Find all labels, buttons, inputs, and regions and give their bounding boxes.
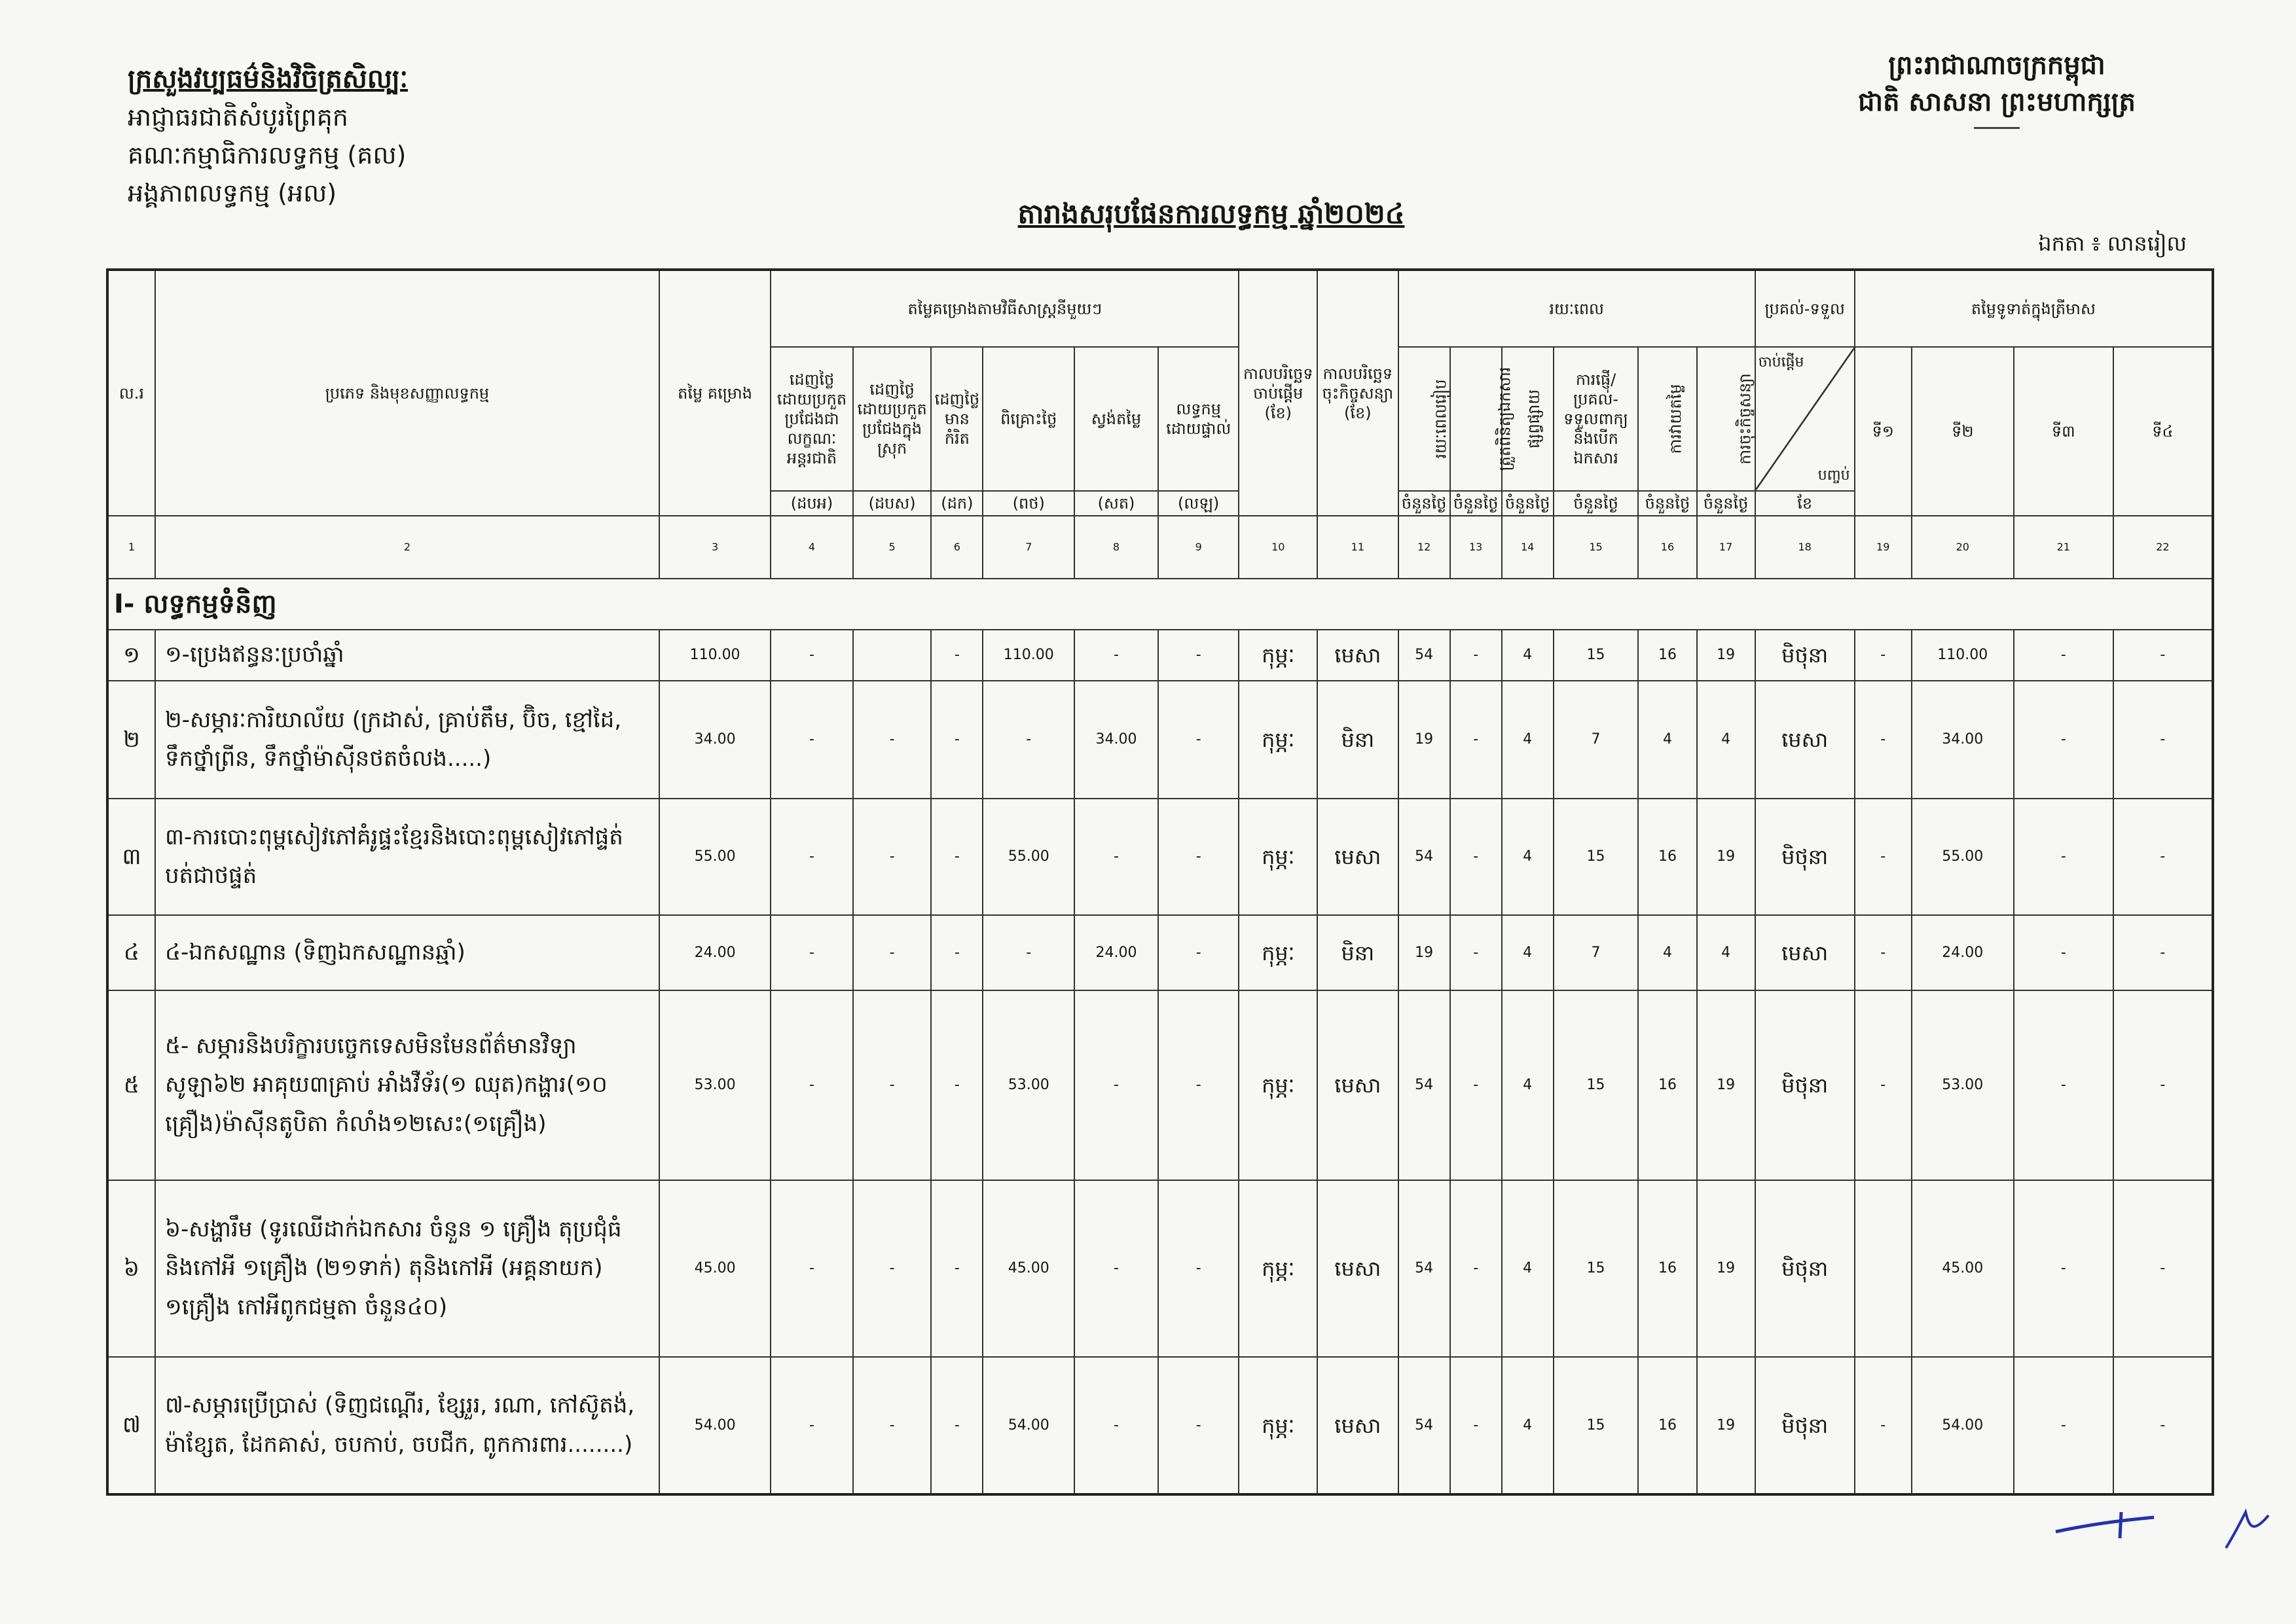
- cell-desc: ៧-សម្ភារប្រើប្រាស់ (ទិញជណ្តើរ, ខ្សែរួរ, រណា, កៅស៊ូតង់, ម៉ាខ្សែត, ដែកគាស់, ចបកាប់, ចបជីក, ពូកការពារ........): [155, 1357, 659, 1494]
- table-row: [107, 630, 2213, 681]
- cell-q3: -: [2014, 1357, 2113, 1494]
- section-title: I- លទ្ធកម្មទំនិញ: [107, 579, 2213, 630]
- table-row: [107, 1180, 2213, 1357]
- cell-q4: -: [2113, 990, 2213, 1180]
- cell-m9: -: [1158, 681, 1239, 799]
- cell-m5: -: [853, 1180, 932, 1357]
- cell-q4: -: [2113, 1180, 2213, 1357]
- cell-q2: 54.00: [1912, 1357, 2014, 1494]
- cell-p12: 19: [1398, 915, 1450, 990]
- cell-sign: មេសា: [1317, 1357, 1398, 1494]
- cell-month: មិថុនា: [1755, 1180, 1855, 1357]
- cell-p12: 19: [1398, 681, 1450, 799]
- cell-p15: 15: [1554, 1180, 1639, 1357]
- cell-month: មិថុនា: [1755, 799, 1855, 915]
- cell-q3: -: [2014, 799, 2113, 915]
- cell-p13: -: [1450, 990, 1502, 1180]
- cell-q1: -: [1855, 915, 1912, 990]
- cell-m4: -: [771, 630, 853, 681]
- cell-est: 24.00: [659, 915, 771, 990]
- cell-p15: 15: [1554, 1357, 1639, 1494]
- cell-m5: -: [853, 681, 932, 799]
- column-number: 2: [155, 516, 659, 579]
- cell-m4: -: [771, 915, 853, 990]
- cell-m4: -: [771, 799, 853, 915]
- cell-m8: -: [1074, 630, 1158, 681]
- cell-start: កុម្ភៈ: [1239, 1180, 1317, 1357]
- cell-q2: 53.00: [1912, 990, 2014, 1180]
- diag-start-label: ចាប់ផ្តើម: [1758, 354, 1804, 370]
- cell-no: ៥: [107, 990, 155, 1180]
- cell-p17: 19: [1697, 799, 1755, 915]
- code-c9: (លឡ): [1158, 491, 1239, 516]
- cell-q4: -: [2113, 799, 2213, 915]
- cell-q1: [1855, 1180, 1912, 1357]
- cell-p13: -: [1450, 1357, 1502, 1494]
- table-row: [107, 915, 2213, 990]
- cell-m7: 54.00: [983, 1357, 1074, 1494]
- col-p14: ផ្សព្វផ្សាយ: [1502, 347, 1554, 491]
- motto-divider: [1974, 127, 2020, 129]
- cell-q1: -: [1855, 681, 1912, 799]
- code-c6: (ដក): [931, 491, 983, 516]
- cell-m5: -: [853, 1357, 932, 1494]
- cell-desc: ២-សម្ភារៈការិយាល័យ (ក្រដាស់, គ្រាប់តឹម, ប៊ិច, ខ្មៅដៃ, ទឹកថ្នាំព្រីន, ទឹកថ្នាំម៉ាស៊ីនថតចំលង.....): [155, 681, 659, 799]
- code-c7: (ពថ): [983, 491, 1074, 516]
- cell-start: កុម្ភៈ: [1239, 1357, 1317, 1494]
- cell-q3: -: [2014, 630, 2113, 681]
- cell-month: មិថុនា: [1755, 630, 1855, 681]
- column-number: 13: [1450, 516, 1502, 579]
- column-number: 3: [659, 516, 771, 579]
- cell-p13: -: [1450, 681, 1502, 799]
- cell-m7: 45.00: [983, 1180, 1074, 1357]
- cell-sign: មេសា: [1317, 990, 1398, 1180]
- column-number: 20: [1912, 516, 2014, 579]
- cell-q1: -: [1855, 630, 1912, 681]
- cell-m9: -: [1158, 1357, 1239, 1494]
- col-q4: ទី៤: [2113, 347, 2213, 516]
- cell-p13: -: [1450, 630, 1502, 681]
- cell-p16: 16: [1638, 990, 1696, 1180]
- cell-month: មិថុនា: [1755, 990, 1855, 1180]
- cell-p12: 54: [1398, 1180, 1450, 1357]
- col-start-end-diagonal: [1755, 347, 1855, 491]
- cell-p17: 19: [1697, 1357, 1755, 1494]
- cell-m9: -: [1158, 915, 1239, 990]
- cell-p17: 19: [1697, 990, 1755, 1180]
- cell-m6: -: [931, 799, 983, 915]
- cell-q3: -: [2014, 681, 2113, 799]
- col-p15: ការផ្ញើ/ប្រគល់-ទទួលពាក្យនិងបើកឯកសារ: [1554, 347, 1639, 491]
- code-c5: (ដបស): [853, 491, 932, 516]
- cell-p14: 4: [1502, 990, 1554, 1180]
- cell-m4: -: [771, 681, 853, 799]
- cell-sign: មេសា: [1317, 1180, 1398, 1357]
- cell-m8: -: [1074, 1180, 1158, 1357]
- column-number: 12: [1398, 516, 1450, 579]
- cell-q2: 34.00: [1912, 681, 2014, 799]
- cell-p15: 7: [1554, 681, 1639, 799]
- col-estimate: តម្លៃ គម្រោង: [659, 270, 771, 516]
- cell-q2: 55.00: [1912, 799, 2014, 915]
- column-number: 14: [1502, 516, 1554, 579]
- cell-q4: -: [2113, 630, 2213, 681]
- section-row: [107, 579, 2213, 630]
- month-18: ខែ: [1755, 491, 1855, 516]
- days-17: ចំនួនថ្ងៃ: [1697, 491, 1755, 516]
- col-handover: ប្រគល់-ទទួល: [1755, 270, 1855, 347]
- column-number: 22: [2113, 516, 2213, 579]
- unit-label: ឯកតា ៖ លានរៀល: [2038, 231, 2187, 256]
- cell-q4: -: [2113, 681, 2213, 799]
- cell-m6: -: [931, 915, 983, 990]
- cell-no: ៤: [107, 915, 155, 990]
- col-no: ល.រ: [107, 270, 155, 516]
- cell-est: 45.00: [659, 1180, 771, 1357]
- cell-month: មេសា: [1755, 681, 1855, 799]
- cell-est: 54.00: [659, 1357, 771, 1494]
- cell-q4: -: [2113, 1357, 2213, 1494]
- days-13: ចំនួនថ្ងៃ: [1450, 491, 1502, 516]
- col-p13: ត្រួតពិនិត្យឯកសារ: [1450, 347, 1502, 491]
- table-row: [107, 990, 2213, 1180]
- cell-p14: 4: [1502, 915, 1554, 990]
- cell-p12: 54: [1398, 630, 1450, 681]
- cell-start: កុម្ភៈ: [1239, 990, 1317, 1180]
- cell-no: ២: [107, 681, 155, 799]
- cell-m8: 34.00: [1074, 681, 1158, 799]
- col-m8: ស្វង់តម្លៃ: [1074, 347, 1158, 491]
- cell-p17: 4: [1697, 915, 1755, 990]
- cell-p17: 19: [1697, 1180, 1755, 1357]
- column-number: 16: [1638, 516, 1696, 579]
- col-quarter-group: តម្លៃទូទាត់ក្នុងត្រីមាស: [1855, 270, 2213, 347]
- cell-m7: -: [983, 915, 1074, 990]
- column-number: 17: [1697, 516, 1755, 579]
- cell-q3: -: [2014, 990, 2113, 1180]
- column-number: 11: [1317, 516, 1398, 579]
- col-start-date: កាលបរិច្ឆេទចាប់ផ្តើម (ខែ): [1239, 270, 1317, 516]
- cell-p14: 4: [1502, 799, 1554, 915]
- cell-p16: 16: [1638, 1357, 1696, 1494]
- cell-p16: 16: [1638, 630, 1696, 681]
- kingdom-name: ព្រះរាជាណាចក្រកម្ពុជា: [1888, 50, 2105, 81]
- cell-m5: -: [853, 990, 932, 1180]
- cell-m8: -: [1074, 799, 1158, 915]
- cell-desc: ៣-ការបោះពុម្ពសៀវភៅគំរូផ្ទះខ្មែរនិងបោះពុម្ពសៀវភៅផ្ទត់ បត់ជាថផ្ទត់: [155, 799, 659, 915]
- unit-name: អង្គភាពលទ្ធកម្ម (អល): [128, 179, 337, 208]
- col-q3: ទី៣: [2014, 347, 2113, 516]
- cell-est: 53.00: [659, 990, 771, 1180]
- cell-desc: ៥- សម្ភារនិងបរិក្ខារបច្ចេកទេសមិនមែនព័ត៌មានវិទ្យា សូឡា៦២ អាគុយ៣គ្រាប់ អាំងវឺទ័រ(១ ឈុត)កង្ហារ(១០ គ្រឿង)ម៉ាស៊ីនតូបិតា កំលាំង១២សេះ(១គ្រឿង): [155, 990, 659, 1180]
- cell-p15: 15: [1554, 990, 1639, 1180]
- cell-q3: -: [2014, 1180, 2113, 1357]
- cell-desc: ៦-សង្ហារឹម (ទូរឈើដាក់ឯកសារ ចំនួន ១ គ្រឿង តុប្រជុំធំនិងកៅអី ១គ្រឿង (២១ទាក់) តុនិងកៅអី (អគ្គនាយក) ១គ្រឿង កៅអីពូកជម្មតា ចំនួន៤០): [155, 1180, 659, 1357]
- cell-p14: 4: [1502, 1180, 1554, 1357]
- cell-p14: 4: [1502, 630, 1554, 681]
- cell-q3: -: [2014, 915, 2113, 990]
- column-number: 1: [107, 516, 155, 579]
- cell-m5: -: [853, 915, 932, 990]
- table-row: [107, 1357, 2213, 1494]
- cell-m7: 55.00: [983, 799, 1074, 915]
- diag-end-label: បញ្ចប់: [1817, 467, 1850, 484]
- cell-q2: 24.00: [1912, 915, 2014, 990]
- col-p16: ការវាយតម្លៃ: [1638, 347, 1696, 491]
- cell-q1: -: [1855, 1357, 1912, 1494]
- cell-start: កុម្ភៈ: [1239, 799, 1317, 915]
- cell-m6: -: [931, 1357, 983, 1494]
- cell-p17: 4: [1697, 681, 1755, 799]
- cell-m6: -: [931, 990, 983, 1180]
- procurement-plan-table: [106, 268, 2214, 1496]
- days-16: ចំនួនថ្ងៃ: [1638, 491, 1696, 516]
- authority-name: អាជ្ញាធរជាតិសំបូរព្រៃគុក: [128, 103, 348, 132]
- column-number: 10: [1239, 516, 1317, 579]
- cell-m4: -: [771, 1180, 853, 1357]
- cell-m9: -: [1158, 1180, 1239, 1357]
- cell-m8: -: [1074, 1357, 1158, 1494]
- cell-q1: -: [1855, 990, 1912, 1180]
- cell-month: មិថុនា: [1755, 1357, 1855, 1494]
- cell-p15: 15: [1554, 630, 1639, 681]
- col-m7: ពិគ្រោះថ្លៃ: [983, 347, 1074, 491]
- cell-m6: -: [931, 681, 983, 799]
- cell-p14: 4: [1502, 1357, 1554, 1494]
- column-number: 18: [1755, 516, 1855, 579]
- cell-no: ១: [107, 630, 155, 681]
- column-number: 5: [853, 516, 932, 579]
- days-15: ចំនួនថ្ងៃ: [1554, 491, 1639, 516]
- col-p17: ការចុះកិច្ចសន្យា: [1697, 347, 1755, 491]
- cell-start: កុម្ភៈ: [1239, 630, 1317, 681]
- cell-m8: -: [1074, 990, 1158, 1180]
- cell-month: មេសា: [1755, 915, 1855, 990]
- cell-m8: 24.00: [1074, 915, 1158, 990]
- table-row: [107, 799, 2213, 915]
- cell-p16: 16: [1638, 1180, 1696, 1357]
- cell-m9: -: [1158, 990, 1239, 1180]
- ministry-name: ក្រសួងវប្បធម៌និងវិចិត្រសិល្បៈ: [128, 64, 409, 94]
- col-p12: រយៈពេលរៀប: [1398, 347, 1450, 491]
- page-title: តារាងសរុបផែនការលទ្ធកម្ម ឆ្នាំ២០២៤: [1017, 198, 1405, 230]
- days-12: ចំនួនថ្ងៃ: [1398, 491, 1450, 516]
- column-number: 15: [1554, 516, 1639, 579]
- cell-q2: 110.00: [1912, 630, 2014, 681]
- cell-m6: -: [931, 630, 983, 681]
- cell-sign: មេសា: [1317, 799, 1398, 915]
- column-number: 8: [1074, 516, 1158, 579]
- committee-name: គណៈកម្មាធិការលទ្ធកម្ម (គល): [128, 141, 407, 170]
- cell-m9: -: [1158, 799, 1239, 915]
- col-q1: ទី១: [1855, 347, 1912, 516]
- cell-p16: 4: [1638, 915, 1696, 990]
- col-type: ប្រភេទ និងមុខសញ្ញាលទ្ធកម្ម: [155, 270, 659, 516]
- cell-m7: 110.00: [983, 630, 1074, 681]
- cell-p13: -: [1450, 799, 1502, 915]
- cell-p12: 54: [1398, 990, 1450, 1180]
- col-sign-date: កាលបរិច្ឆេទចុះកិច្ចសន្យា (ខែ): [1317, 270, 1398, 516]
- col-m9: លទ្ធកម្មដោយផ្ទាល់: [1158, 347, 1239, 491]
- column-number: 21: [2014, 516, 2113, 579]
- code-c8: (សត): [1074, 491, 1158, 516]
- cell-p15: 7: [1554, 915, 1639, 990]
- column-number: 19: [1855, 516, 1912, 579]
- cell-p16: 4: [1638, 681, 1696, 799]
- cell-est: 110.00: [659, 630, 771, 681]
- col-m6: ដេញថ្លៃមានកំរិត: [931, 347, 983, 491]
- code-c4: (ដបអ): [771, 491, 853, 516]
- cell-desc: ១-ប្រេងឥន្ធនៈប្រចាំឆ្នាំ: [155, 630, 659, 681]
- cell-p12: 54: [1398, 799, 1450, 915]
- header-right: [1820, 47, 2174, 129]
- col-q2: ទី២: [1912, 347, 2014, 516]
- header-left: [128, 60, 408, 212]
- cell-m5: -: [853, 799, 932, 915]
- days-14: ចំនួនថ្ងៃ: [1502, 491, 1554, 516]
- table-row: [107, 681, 2213, 799]
- col-m4: ដេញថ្លៃដោយប្រកួតប្រជែងជាលក្ខណៈអន្តរជាតិ: [771, 347, 853, 491]
- cell-no: ៧: [107, 1357, 155, 1494]
- cell-m7: -: [983, 681, 1074, 799]
- cell-m9: -: [1158, 630, 1239, 681]
- cell-q1: -: [1855, 799, 1912, 915]
- cell-p12: 54: [1398, 1357, 1450, 1494]
- column-number: 4: [771, 516, 853, 579]
- national-motto: ជាតិ សាសនា ព្រះមហាក្សត្រ: [1858, 87, 2136, 117]
- cell-sign: មិនា: [1317, 681, 1398, 799]
- column-number: 9: [1158, 516, 1239, 579]
- col-period-group: រយៈពេល: [1398, 270, 1755, 347]
- column-number-row: [107, 516, 2213, 579]
- cell-m5: [853, 630, 932, 681]
- cell-m7: 53.00: [983, 990, 1074, 1180]
- cell-start: កុម្ភៈ: [1239, 915, 1317, 990]
- cell-m4: -: [771, 1357, 853, 1494]
- cell-no: ៦: [107, 1180, 155, 1357]
- cell-p13: -: [1450, 915, 1502, 990]
- column-number: 6: [931, 516, 983, 579]
- cell-sign: មេសា: [1317, 630, 1398, 681]
- col-m5: ដេញថ្លៃដោយប្រកួតប្រជែងក្នុងស្រុក: [853, 347, 932, 491]
- cell-est: 34.00: [659, 681, 771, 799]
- cell-desc: ៤-ឯកសណ្ឋាន (ទិញឯកសណ្ឋានឆ្មាំ): [155, 915, 659, 990]
- col-method-group: តម្លៃគម្រោងតាមវិធីសាស្ត្រនីមួយៗ: [771, 270, 1239, 347]
- cell-m6: -: [931, 1180, 983, 1357]
- cell-q2: 45.00: [1912, 1180, 2014, 1357]
- handwritten-marks: [2043, 1486, 2291, 1584]
- cell-est: 55.00: [659, 799, 771, 915]
- cell-sign: មិនា: [1317, 915, 1398, 990]
- cell-p14: 4: [1502, 681, 1554, 799]
- cell-p17: 19: [1697, 630, 1755, 681]
- cell-no: ៣: [107, 799, 155, 915]
- cell-p13: -: [1450, 1180, 1502, 1357]
- cell-p16: 16: [1638, 799, 1696, 915]
- cell-q4: -: [2113, 915, 2213, 990]
- cell-p15: 15: [1554, 799, 1639, 915]
- column-number: 7: [983, 516, 1074, 579]
- cell-m4: -: [771, 990, 853, 1180]
- cell-start: កុម្ភៈ: [1239, 681, 1317, 799]
